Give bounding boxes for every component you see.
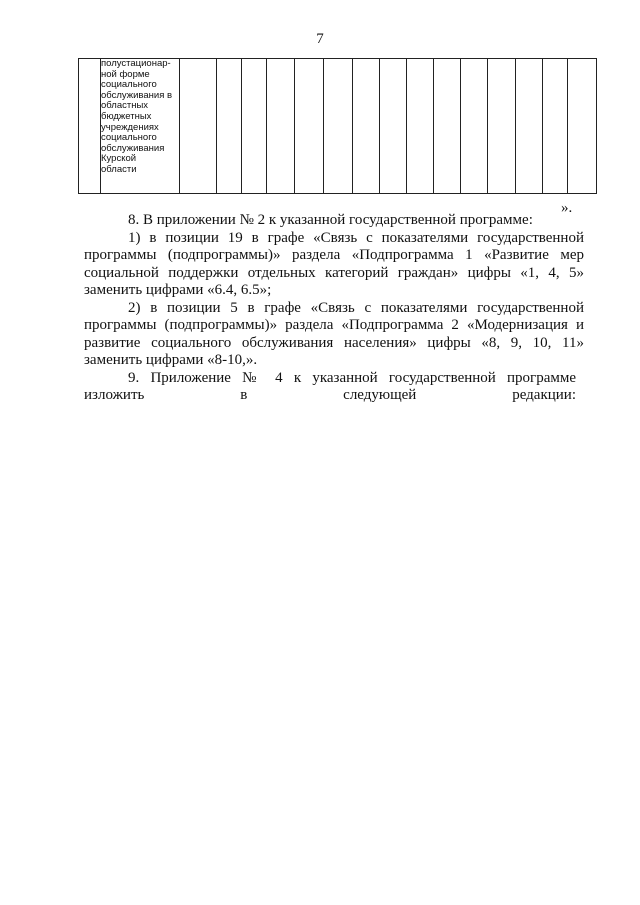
paragraph-subitem-1: 1) в позиции 19 в графе «Связь с показателями государственной программы (подпрограммы)» раздела «Подпрограмма 1 «Развитие мер социальной поддержки отдельных категорий граждан» цифры «1, 4, 5» заменить цифрами «6.4, 6.5»; bbox=[84, 229, 584, 298]
table-cell-empty bbox=[242, 59, 267, 194]
paragraph-item-8: 8. В приложении № 2 к указанной государственной программе: bbox=[128, 212, 533, 228]
description-line: учреждениях bbox=[101, 121, 159, 133]
table-cell-empty bbox=[180, 59, 217, 194]
table-cell-empty bbox=[353, 59, 380, 194]
description-line: социального bbox=[101, 132, 157, 144]
table-cell-empty bbox=[516, 59, 543, 194]
description-line: области bbox=[101, 163, 137, 175]
table-cell-empty bbox=[434, 59, 461, 194]
table-cell-empty bbox=[380, 59, 407, 194]
table-cell-description bbox=[101, 59, 180, 194]
table-cell-empty bbox=[324, 59, 353, 194]
table-cell-empty bbox=[488, 59, 516, 194]
page-number: 7 bbox=[316, 31, 324, 47]
continued-table bbox=[78, 58, 597, 194]
description-line: Курской bbox=[101, 153, 137, 165]
table-cell-empty bbox=[217, 59, 242, 194]
table-cell-empty bbox=[461, 59, 488, 194]
description-line: областных bbox=[101, 100, 149, 112]
amendment-text bbox=[84, 212, 584, 405]
closing-quote: ». bbox=[561, 200, 573, 216]
table-row bbox=[79, 59, 597, 194]
description-line: полустационар- bbox=[101, 58, 171, 69]
table-cell-empty bbox=[267, 59, 295, 194]
table-cell-empty bbox=[295, 59, 324, 194]
description-line: ной форме bbox=[101, 68, 150, 80]
table-cell-empty bbox=[568, 59, 597, 194]
table-cell-empty bbox=[79, 59, 101, 194]
description-line: социального bbox=[101, 79, 157, 91]
paragraph-item-9: 9. Приложение № 4 к указанной государственной программе изложить в следующей редакции: bbox=[84, 369, 576, 403]
table-cell-empty bbox=[543, 59, 568, 194]
description-line: обслуживания в bbox=[101, 89, 173, 101]
description-line: обслуживания bbox=[101, 142, 165, 154]
table-cell-empty bbox=[407, 59, 434, 194]
description-line: бюджетных bbox=[101, 110, 152, 122]
paragraph-subitem-2: 2) в позиции 5 в графе «Связь с показателями государственной программы (подпрограммы)» раздела «Подпрограмма 2 «Модернизация и развитие социального обслуживания населения» цифры «8, 9, 10, 11» заменить цифрами «8-10,». bbox=[84, 299, 584, 368]
